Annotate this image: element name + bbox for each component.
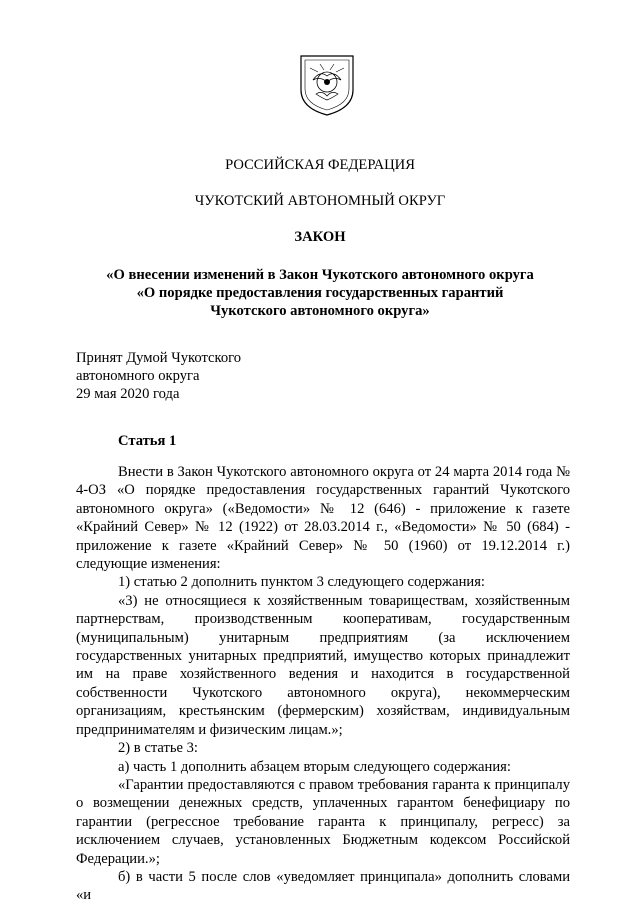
adoption-date: 29 мая 2020 года [76,386,180,402]
body-paragraph: Внести в Закон Чукотского автономного округа от 24 марта 2014 года № 4-ОЗ «О порядке предоставления государственных гарантий Чукотского автономного округа» («Ведомости» № 12 (646) - приложение к газете «Крайний Север» № 12 (1922) от 28.03.2014 г., «Ведомости» № 50 (684) - приложение к газете «Крайний Север» № 50 (1960) от 19.12.2014 г.) следующие изменения: [76,464,570,573]
body-paragraph: 2) в статье 3: [118,740,198,757]
body-paragraph: «Гарантии предоставляются с правом требования гаранта к принципалу о возмещении денежных средств, уплаченных гарантом бенефициару по гарантии (регрессное требование гаранта к принципалу, регресс) за исключением случаев, установленных Бюджетным кодексом Российской Федерации.»; [76,776,570,867]
body-paragraph: «3) не относящиеся к хозяйственным товариществам, хозяйственным партнерствам, производственным кооперативам, государственным (муниципальным) унитарным предприятиям (за исключением государственных унитарных предприятий, имущество которых принадлежит им на праве хозяйственного ведения и находится в государственной собственности Чукотского автономного округа), некоммерческим организациям, крестьянским (фермерским) хозяйствам, индивидуальным предпринимателям и физическим лицам.»; [76,592,570,738]
federation-heading: РОССИЙСКАЯ ФЕДЕРАЦИЯ [225,157,415,173]
document-type: ЗАКОН [294,229,346,245]
coat-of-arms-icon [298,52,356,118]
law-title [0,266,640,320]
okrug-heading: ЧУКОТСКИЙ АВТОНОМНЫЙ ОКРУГ [194,193,446,209]
adoption-line: автономного округа [76,368,200,384]
article-heading: Статья 1 [118,433,177,449]
law-title-line: «О порядке предоставления государственных гарантий [136,285,504,301]
law-title-line: Чукотского автономного округа» [210,303,430,319]
law-title-line: «О внесении изменений в Закон Чукотского автономного округа [106,267,534,283]
body-paragraph: 1) статью 2 дополнить пунктом 3 следующего содержания: [118,574,485,591]
body-paragraph: б) в части 5 после слов «уведомляет принципала» дополнить словами «и [76,868,570,904]
adoption-line: Принят Думой Чукотского [76,350,242,366]
body-paragraph: а) часть 1 дополнить абзацем вторым следующего содержания: [118,758,511,775]
adoption-info [76,349,241,403]
article-body [76,463,570,905]
